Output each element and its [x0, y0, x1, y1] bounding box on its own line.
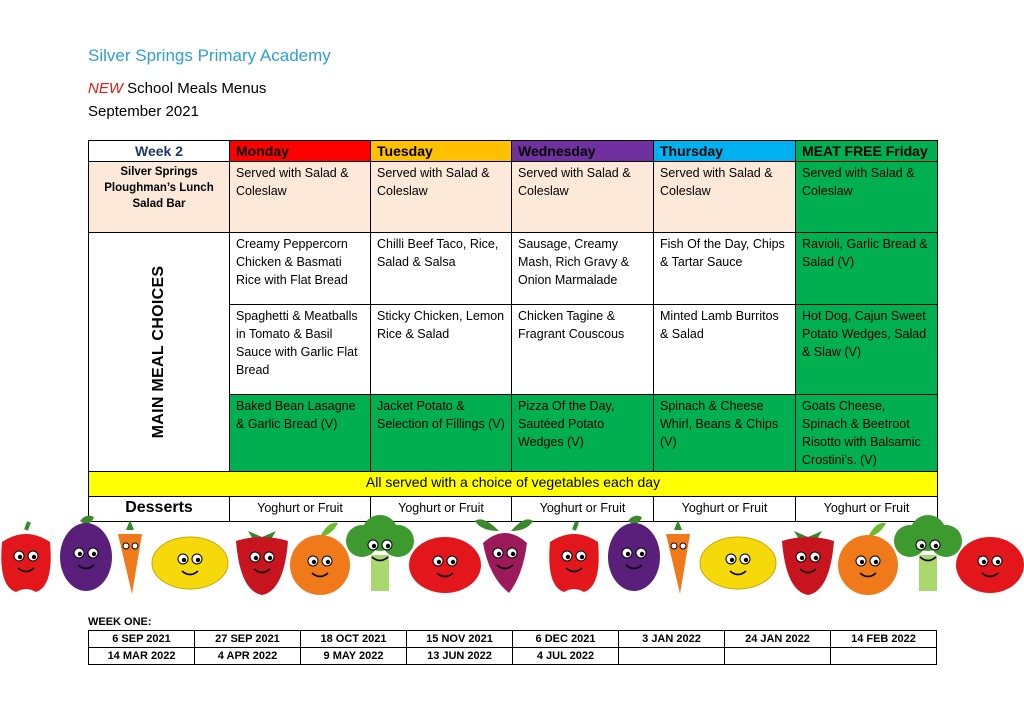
- lemon-icon: [152, 537, 228, 589]
- dessert-cell: Yoghurt or Fruit: [512, 497, 654, 522]
- day-tuesday: Tuesday: [371, 141, 512, 162]
- salad-bar-label: Silver Springs Ploughman’s Lunch Salad Bar: [89, 162, 230, 233]
- date-cell: [725, 648, 831, 665]
- dessert-cell: Yoghurt or Fruit: [230, 497, 371, 522]
- menu-month: September 2021: [88, 103, 199, 120]
- vegetables-note: All served with a choice of vegetables each day: [89, 472, 938, 497]
- vegetables-row: [89, 472, 938, 497]
- meal-cell: Fish Of the Day, Chips & Tartar Sauce: [654, 233, 796, 305]
- date-cell: 4 JUL 2022: [513, 648, 619, 665]
- date-cell: 13 JUN 2022: [407, 648, 513, 665]
- salad-cell: Served with Salad & Coleslaw: [654, 162, 796, 233]
- strawberry-icon: [236, 531, 288, 595]
- week-one-dates-table: [88, 630, 937, 665]
- vegetable-characters-banner: [0, 505, 1024, 595]
- menu-subtitle: [88, 80, 266, 97]
- beetroot-icon: [475, 519, 533, 593]
- aubergine-icon: [608, 516, 660, 591]
- meal-cell: Spinach & Cheese Whirl, Beans & Chips (V): [654, 395, 796, 472]
- date-cell: 27 SEP 2021: [195, 631, 301, 648]
- day-thursday: Thursday: [654, 141, 796, 162]
- date-cell: 6 DEC 2021: [513, 631, 619, 648]
- date-cell: 9 MAY 2022: [301, 648, 407, 665]
- date-cell: 6 SEP 2021: [89, 631, 195, 648]
- meal-cell: Hot Dog, Cajun Sweet Potato Wedges, Salad & Slaw (V): [796, 305, 938, 395]
- tomato-icon: [409, 537, 481, 593]
- main-row-1: [89, 233, 938, 305]
- carrot-icon: [666, 520, 690, 594]
- salad-cell: Served with Salad & Coleslaw: [371, 162, 512, 233]
- menu-table: [88, 140, 938, 522]
- dessert-cell: Yoghurt or Fruit: [654, 497, 796, 522]
- salad-bar-row: [89, 162, 938, 233]
- date-cell: 15 NOV 2021: [407, 631, 513, 648]
- meal-cell: Ravioli, Garlic Bread & Salad (V): [796, 233, 938, 305]
- salad-cell: Served with Salad & Coleslaw: [796, 162, 938, 233]
- date-cell: 24 JAN 2022: [725, 631, 831, 648]
- pepper-icon: [549, 522, 598, 592]
- dessert-cell: Yoghurt or Fruit: [371, 497, 512, 522]
- dates-row: [89, 648, 937, 665]
- aubergine-icon: [60, 516, 112, 591]
- date-cell: [619, 648, 725, 665]
- pepper-icon: [1, 522, 50, 592]
- week-one-label: WEEK ONE:: [88, 616, 152, 628]
- meal-cell: Creamy Peppercorn Chicken & Basmati Rice with Flat Bread: [230, 233, 371, 305]
- date-cell: 14 MAR 2022: [89, 648, 195, 665]
- orange-icon: [290, 523, 350, 595]
- date-cell: 3 JAN 2022: [619, 631, 725, 648]
- broccoli-icon: [894, 515, 962, 591]
- salad-cell: Served with Salad & Coleslaw: [512, 162, 654, 233]
- school-name: Silver Springs Primary Academy: [88, 46, 331, 65]
- tomato-icon: [956, 537, 1024, 593]
- subtitle-text: School Meals Menus: [127, 80, 267, 97]
- main-meal-label: MAIN MEAL CHOICES: [150, 265, 167, 439]
- meal-cell: Minted Lamb Burritos & Salad: [654, 305, 796, 395]
- lemon-icon: [700, 537, 776, 589]
- date-cell: [831, 648, 937, 665]
- date-cell: 18 OCT 2021: [301, 631, 407, 648]
- broccoli-icon: [346, 515, 414, 591]
- dessert-cell: Yoghurt or Fruit: [796, 497, 938, 522]
- day-header-row: [89, 141, 938, 162]
- meal-cell: Spaghetti & Meatballs in Tomato & Basil Sauce with Garlic Flat Bread: [230, 305, 371, 395]
- meal-cell: Baked Bean Lasagne & Garlic Bread (V): [230, 395, 371, 472]
- meal-cell: Chicken Tagine & Fragrant Couscous: [512, 305, 654, 395]
- orange-icon: [838, 523, 898, 595]
- meal-cell: Chilli Beef Taco, Rice, Salad & Salsa: [371, 233, 512, 305]
- date-cell: 4 APR 2022: [195, 648, 301, 665]
- meal-cell: Sausage, Creamy Mash, Rich Gravy & Onion Marmalade: [512, 233, 654, 305]
- day-friday: MEAT FREE Friday: [796, 141, 938, 162]
- dates-row: [89, 631, 937, 648]
- day-monday: Monday: [230, 141, 371, 162]
- meal-cell: Jacket Potato & Selection of Fillings (V): [371, 395, 512, 472]
- meal-cell: Pizza Of the Day, Sautéed Potato Wedges (V): [512, 395, 654, 472]
- meal-cell: Sticky Chicken, Lemon Rice & Salad: [371, 305, 512, 395]
- salad-cell: Served with Salad & Coleslaw: [230, 162, 371, 233]
- strawberry-icon: [782, 531, 834, 595]
- main-meal-label-cell: [89, 233, 230, 472]
- carrot-icon: [118, 520, 142, 594]
- day-wednesday: Wednesday: [512, 141, 654, 162]
- meal-cell: Goats Cheese, Spinach & Beetroot Risotto with Balsamic Crostini’s. (V): [796, 395, 938, 472]
- new-tag: NEW: [88, 80, 123, 97]
- date-cell: 14 FEB 2022: [831, 631, 937, 648]
- desserts-label: Desserts: [89, 497, 230, 522]
- week-label: Week 2: [89, 141, 230, 162]
